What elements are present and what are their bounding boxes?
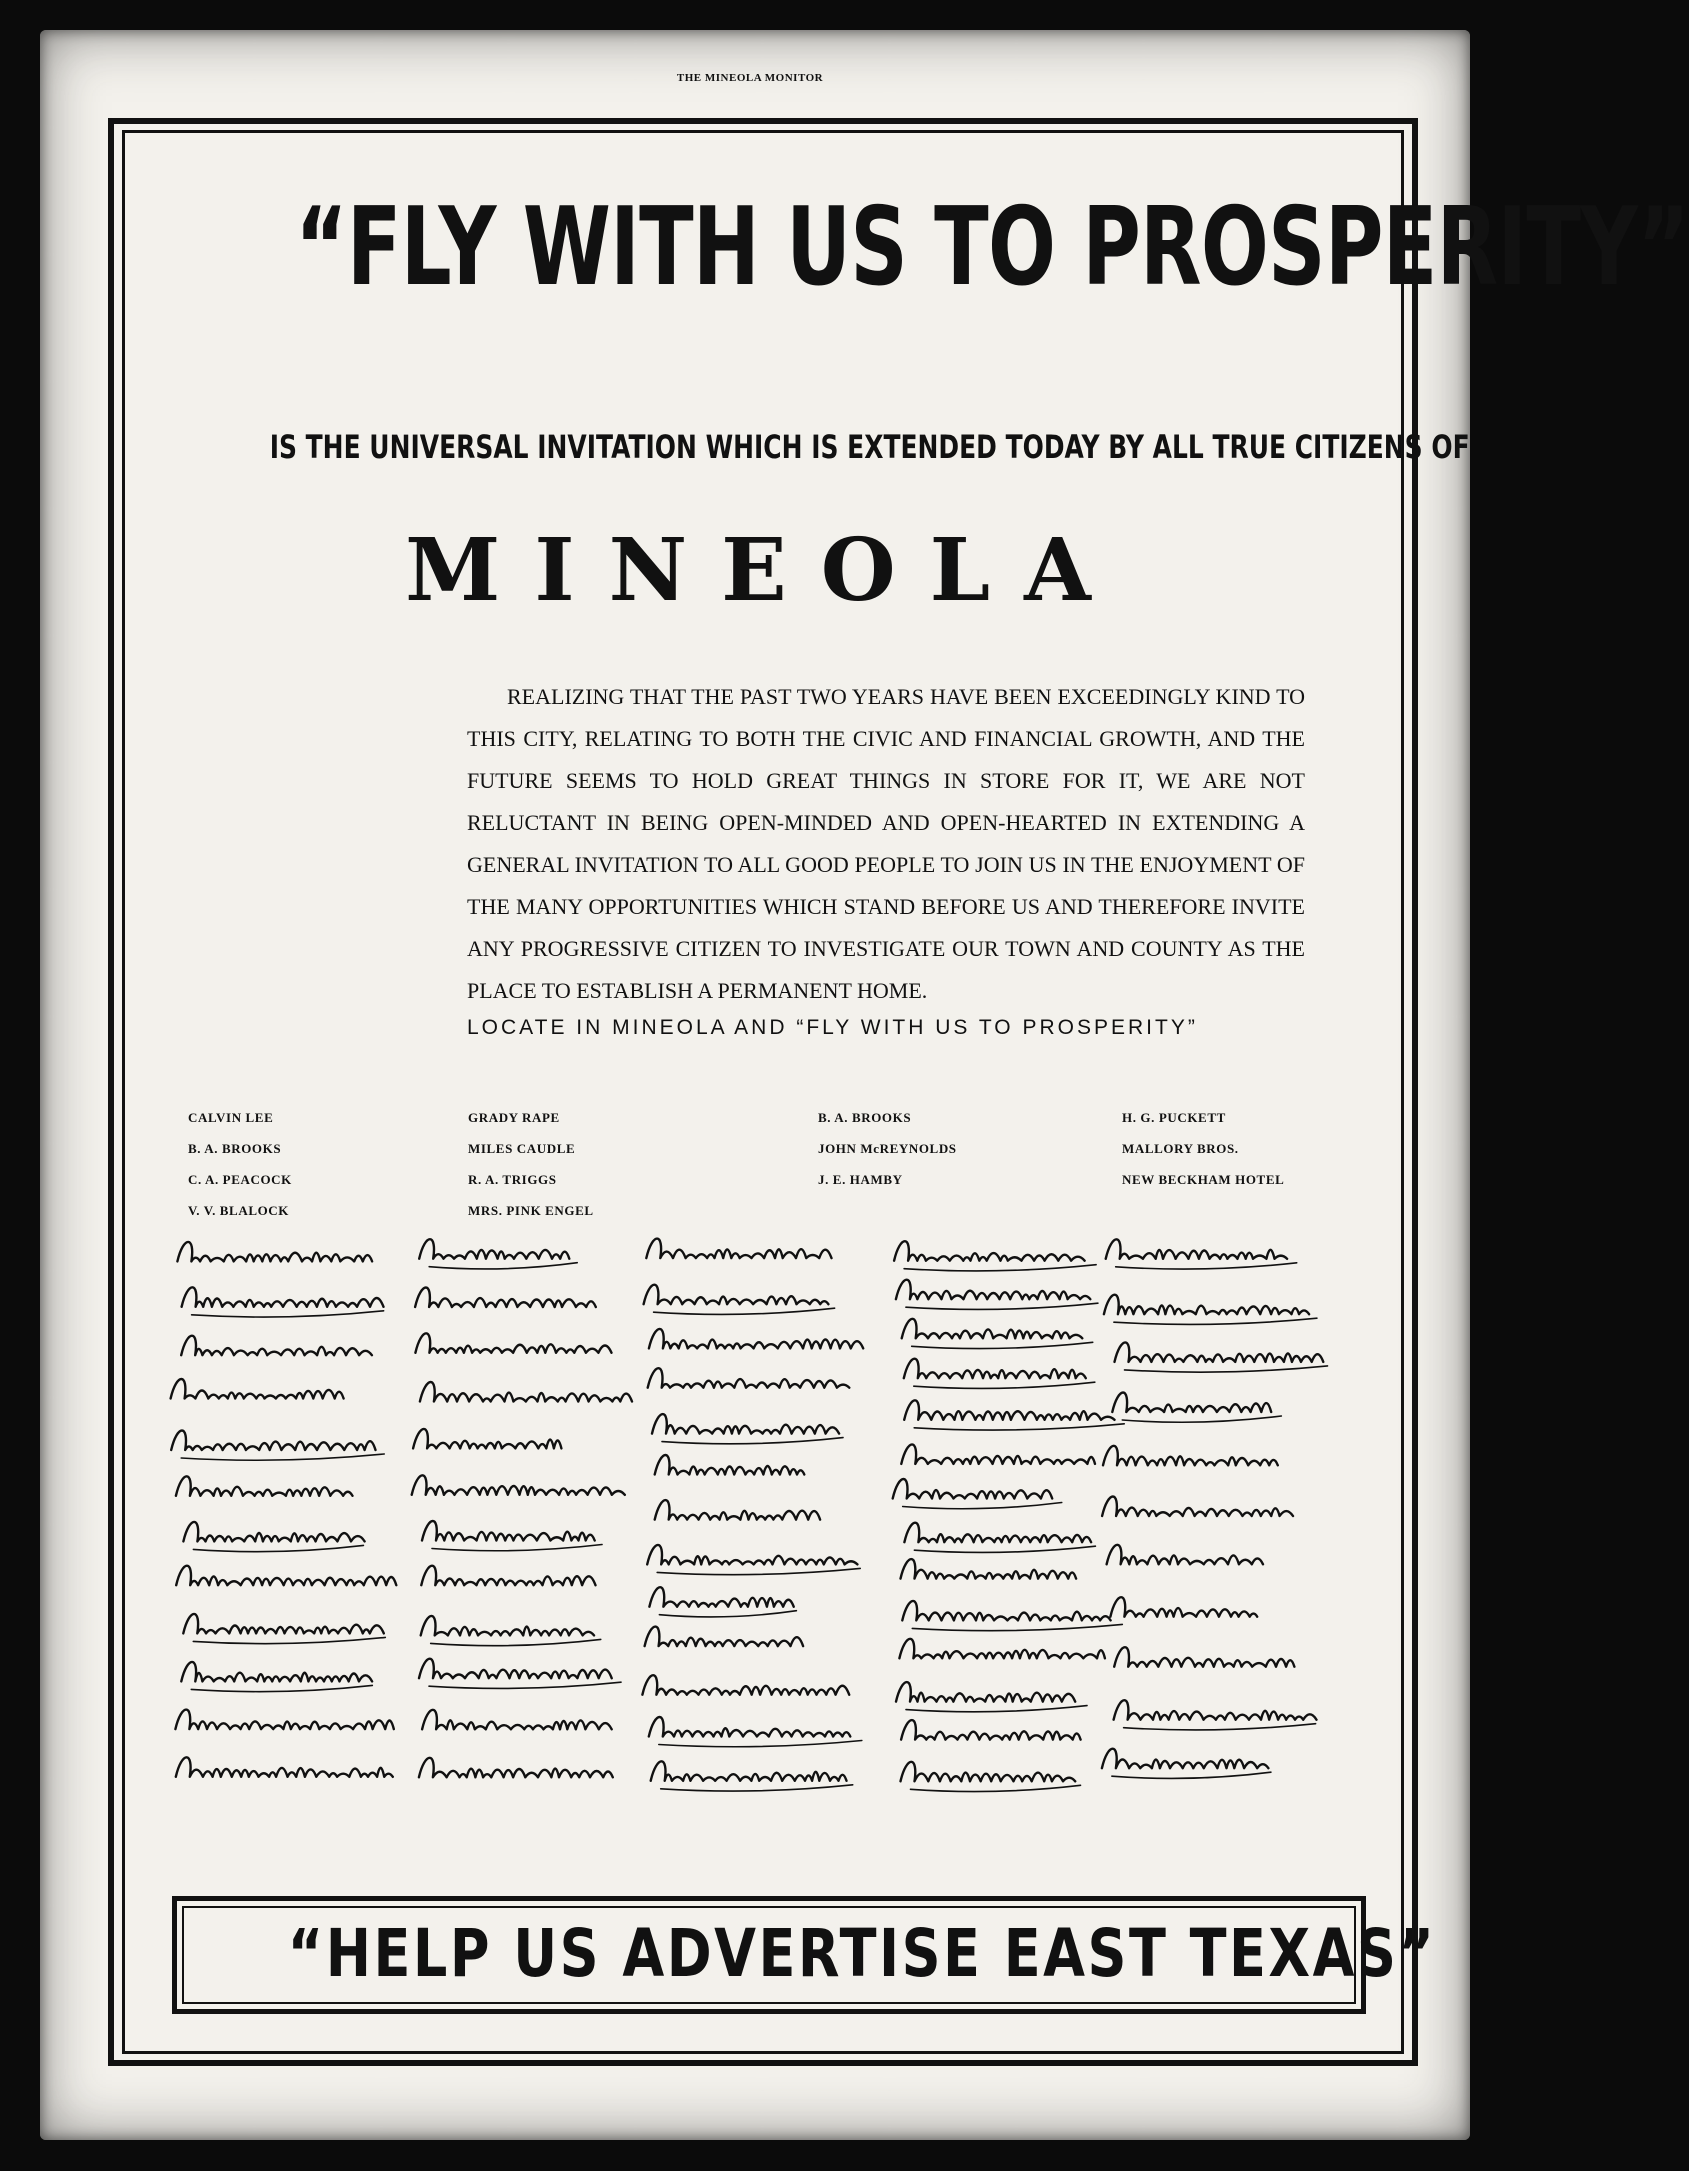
headline: “FLY WITH US TO PROSPERITY”: [295, 185, 1689, 310]
signature-flourish: [903, 1503, 1062, 1509]
signature: [904, 1400, 1114, 1420]
signature: [1106, 1239, 1287, 1259]
signature-flourish: [906, 1303, 1098, 1309]
printed-name: GRADY RAPE: [468, 1110, 560, 1125]
signature: [901, 1444, 1095, 1464]
body-paragraph: REALIZING THAT THE PAST TWO YEARS HAVE BEEN EXCEEDINGLY KIND TO THIS CITY, RELATING TO BOTH THE CIVIC AND FINANCIAL GROWTH, AND THE FUTURE SEEMS TO HOLD GREAT THINGS IN STORE FOR IT, WE ARE NOT RELUCTANT IN BEING OPEN-MINDED AND OPEN-HEARTED IN EXTENDING A GENERAL INVITATION TO ALL GOOD PEOPLE TO JOIN US IN THE ENJOYMENT OF THE MANY OPPORTUNITIES WHICH STAND BEFORE US AND THEREFORE INVITE ANY PROGRESSIVE CITIZEN TO INVESTIGATE OUR TOWN AND COUNTY AS THE PLACE TO ESTABLISH A PERMANENT HOME.: [467, 684, 1305, 1003]
signature: [648, 1368, 850, 1388]
signature: [1114, 1647, 1294, 1667]
signature: [893, 1479, 1052, 1499]
signature: [1104, 1295, 1309, 1315]
signature: [1107, 1545, 1263, 1565]
signature-flourish: [659, 1611, 796, 1617]
signature: [176, 1476, 353, 1496]
signature-flourish: [431, 1639, 601, 1645]
printed-name: V. V. BLALOCK: [188, 1203, 290, 1218]
signature-flourish: [192, 1311, 384, 1317]
signature: [1114, 1700, 1317, 1720]
signature-flourish: [1125, 1366, 1328, 1372]
signature: [651, 1761, 847, 1781]
signature-flourish: [429, 1263, 577, 1269]
signature: [171, 1431, 375, 1451]
signature: [415, 1288, 596, 1308]
signature-flourish: [911, 1785, 1081, 1791]
signature: [421, 1616, 594, 1636]
signature: [901, 1720, 1081, 1740]
handwritten-signatures: [170, 1230, 1340, 1810]
signature: [646, 1239, 831, 1259]
signature: [177, 1242, 372, 1262]
signature: [904, 1523, 1091, 1543]
signature: [183, 1522, 364, 1542]
signature-flourish: [914, 1546, 1095, 1552]
subheadline: IS THE UNIVERSAL INVITATION WHICH IS EXTENDED TODAY BY ALL TRUE CITIZENS OF: [269, 428, 1470, 466]
signature: [645, 1627, 803, 1647]
signature-flourish: [914, 1424, 1124, 1430]
signature-flourish: [181, 1454, 384, 1460]
signature: [652, 1414, 839, 1434]
signature: [412, 1475, 625, 1495]
signature: [421, 1566, 595, 1586]
signature: [419, 1239, 569, 1259]
signature: [176, 1566, 396, 1586]
signature: [1112, 1393, 1271, 1413]
signature: [175, 1710, 393, 1730]
signature: [899, 1639, 1105, 1659]
printed-name: R. A. TRIGGS: [468, 1172, 557, 1187]
signature-flourish: [1124, 1724, 1316, 1730]
signature-flourish: [654, 1308, 835, 1314]
printed-name: NEW BECKHAM HOTEL: [1122, 1172, 1285, 1187]
signature-flourish: [1114, 1318, 1317, 1324]
signature: [649, 1329, 863, 1349]
printed-name: MALLORY BROS.: [1122, 1141, 1239, 1156]
signature: [649, 1717, 851, 1737]
signature-flourish: [661, 1785, 853, 1791]
signature: [1102, 1749, 1269, 1769]
signature: [419, 1659, 612, 1679]
signature: [902, 1601, 1110, 1621]
signature: [902, 1319, 1083, 1339]
signature-flourish: [904, 1265, 1096, 1271]
locate-line: LOCATE IN MINEOLA AND “FLY WITH US TO PROSPERITY”: [467, 1016, 1198, 1039]
signature-flourish: [193, 1637, 385, 1643]
signature: [896, 1280, 1090, 1300]
town-name: MINEOLA: [405, 520, 1125, 621]
masthead: THE MINEOLA MONITOR: [676, 72, 824, 84]
signature: [644, 1285, 829, 1305]
signature: [415, 1333, 611, 1353]
signature-flourish: [429, 1682, 621, 1688]
footer-slogan: “HELP US ADVERTISE EAST TEXAS”: [287, 1915, 1437, 1992]
signature-flourish: [912, 1624, 1122, 1630]
signature: [642, 1675, 849, 1695]
signature: [182, 1287, 384, 1307]
signature: [901, 1762, 1076, 1782]
printed-name: MILES CAUDLE: [468, 1141, 576, 1156]
signature: [896, 1682, 1075, 1702]
signature-flourish: [193, 1545, 363, 1551]
signature: [1115, 1342, 1324, 1362]
printed-name: C. A. PEACOCK: [188, 1172, 292, 1187]
signature-flourish: [1112, 1772, 1271, 1778]
signature: [904, 1359, 1086, 1379]
signature-flourish: [659, 1741, 862, 1747]
signature-flourish: [914, 1382, 1095, 1388]
signature: [894, 1241, 1085, 1261]
signature-flourish: [1122, 1416, 1281, 1422]
signature-flourish: [432, 1545, 602, 1551]
signature: [649, 1587, 793, 1607]
signature: [1102, 1497, 1293, 1517]
signature-flourish: [657, 1568, 860, 1574]
printed-names-col4: [1122, 1102, 1284, 1195]
signature: [1110, 1597, 1257, 1617]
printed-name: JOHN McREYNOLDS: [818, 1141, 957, 1156]
signature-flourish: [191, 1685, 372, 1691]
printed-name: B. A. BROOKS: [818, 1110, 912, 1125]
signature-flourish: [662, 1438, 843, 1444]
signature-flourish: [906, 1706, 1087, 1712]
signature: [181, 1336, 372, 1356]
printed-name: B. A. BROOKS: [188, 1141, 282, 1156]
signature: [181, 1662, 372, 1682]
signature: [183, 1614, 383, 1634]
printed-name: CALVIN LEE: [188, 1110, 274, 1125]
signature: [647, 1545, 857, 1565]
signature: [1103, 1446, 1278, 1466]
signature: [420, 1382, 632, 1402]
printed-name: H. G. PUCKETT: [1122, 1110, 1226, 1125]
signature-flourish: [1116, 1263, 1297, 1269]
signature-flourish: [912, 1342, 1093, 1348]
signature: [655, 1455, 805, 1475]
signature: [655, 1500, 820, 1520]
printed-name: MRS. PINK ENGEL: [468, 1203, 594, 1218]
printed-names-col2: [468, 1102, 594, 1226]
printed-names-col1: [188, 1102, 292, 1226]
signature: [901, 1559, 1077, 1579]
signature: [171, 1379, 344, 1399]
signature: [413, 1429, 561, 1449]
printed-names-col3: [818, 1102, 957, 1195]
signatures-svg: [170, 1230, 1340, 1810]
signature: [419, 1758, 613, 1778]
signature: [422, 1521, 595, 1541]
printed-name: J. E. HAMBY: [818, 1172, 903, 1187]
signature: [422, 1710, 612, 1730]
signature: [176, 1757, 393, 1777]
